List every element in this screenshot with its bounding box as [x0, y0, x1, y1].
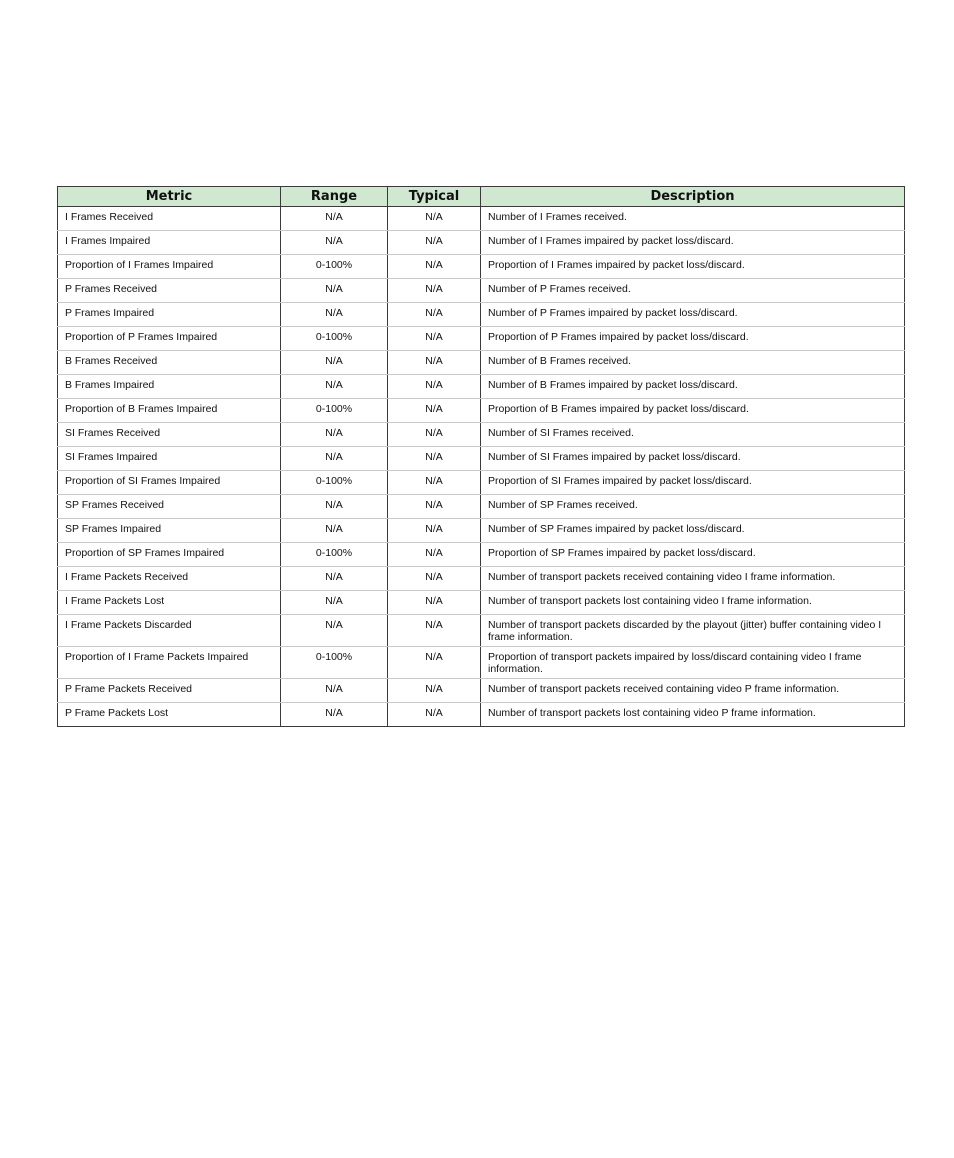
typical-cell: N/A — [388, 279, 481, 303]
metric-cell: SP Frames Received — [58, 495, 281, 519]
description-cell: Number of B Frames received. — [481, 351, 905, 375]
metric-cell: P Frame Packets Lost — [58, 703, 281, 727]
description-cell: Number of I Frames received. — [481, 207, 905, 231]
description-cell: Number of transport packets discarded by the playout (jitter) buffer containing video I frame information. — [481, 615, 905, 647]
table-row — [58, 471, 905, 495]
description-cell: Proportion of SP Frames impaired by packet loss/discard. — [481, 543, 905, 567]
table-row — [58, 519, 905, 543]
range-cell: 0-100% — [281, 327, 388, 351]
table-header-row — [58, 187, 905, 207]
range-cell: N/A — [281, 703, 388, 727]
typical-cell: N/A — [388, 591, 481, 615]
table-row — [58, 279, 905, 303]
table-row — [58, 375, 905, 399]
table-row — [58, 703, 905, 727]
metric-cell: Proportion of SI Frames Impaired — [58, 471, 281, 495]
description-cell: Number of transport packets lost containing video P frame information. — [481, 703, 905, 727]
typical-cell: N/A — [388, 703, 481, 727]
range-cell: N/A — [281, 567, 388, 591]
description-cell: Number of P Frames received. — [481, 279, 905, 303]
typical-cell: N/A — [388, 231, 481, 255]
metric-cell: Proportion of P Frames Impaired — [58, 327, 281, 351]
metric-cell: Proportion of B Frames Impaired — [58, 399, 281, 423]
table-row — [58, 495, 905, 519]
metric-cell: P Frame Packets Received — [58, 679, 281, 703]
typical-cell: N/A — [388, 423, 481, 447]
typical-cell: N/A — [388, 647, 481, 679]
range-cell: N/A — [281, 591, 388, 615]
range-cell: N/A — [281, 519, 388, 543]
table-row — [58, 447, 905, 471]
range-cell: 0-100% — [281, 543, 388, 567]
range-cell: N/A — [281, 279, 388, 303]
description-cell: Number of I Frames impaired by packet loss/discard. — [481, 231, 905, 255]
metric-cell: P Frames Received — [58, 279, 281, 303]
description-cell: Number of SI Frames impaired by packet loss/discard. — [481, 447, 905, 471]
metric-cell: I Frame Packets Received — [58, 567, 281, 591]
typical-cell: N/A — [388, 255, 481, 279]
range-cell: N/A — [281, 231, 388, 255]
description-cell: Proportion of B Frames impaired by packet loss/discard. — [481, 399, 905, 423]
range-cell: N/A — [281, 495, 388, 519]
range-cell: 0-100% — [281, 647, 388, 679]
range-cell: N/A — [281, 207, 388, 231]
typical-cell: N/A — [388, 471, 481, 495]
typical-cell: N/A — [388, 615, 481, 647]
header-typical: Typical — [388, 187, 481, 207]
header-metric: Metric — [58, 187, 281, 207]
description-cell: Number of transport packets received containing video P frame information. — [481, 679, 905, 703]
description-cell: Proportion of I Frames impaired by packet loss/discard. — [481, 255, 905, 279]
description-cell: Number of transport packets received containing video I frame information. — [481, 567, 905, 591]
typical-cell: N/A — [388, 519, 481, 543]
metric-cell: I Frames Impaired — [58, 231, 281, 255]
typical-cell: N/A — [388, 207, 481, 231]
description-cell: Proportion of transport packets impaired by loss/discard containing video I frame information. — [481, 647, 905, 679]
metric-cell: B Frames Impaired — [58, 375, 281, 399]
metric-cell: I Frames Received — [58, 207, 281, 231]
table-row — [58, 207, 905, 231]
typical-cell: N/A — [388, 375, 481, 399]
description-cell: Number of B Frames impaired by packet loss/discard. — [481, 375, 905, 399]
typical-cell: N/A — [388, 567, 481, 591]
metric-cell: SI Frames Received — [58, 423, 281, 447]
range-cell: N/A — [281, 423, 388, 447]
description-cell: Number of P Frames impaired by packet loss/discard. — [481, 303, 905, 327]
table-row — [58, 615, 905, 647]
description-cell: Number of SI Frames received. — [481, 423, 905, 447]
range-cell: N/A — [281, 303, 388, 327]
typical-cell: N/A — [388, 679, 481, 703]
table-row — [58, 567, 905, 591]
typical-cell: N/A — [388, 351, 481, 375]
metric-cell: Proportion of I Frame Packets Impaired — [58, 647, 281, 679]
range-cell: N/A — [281, 615, 388, 647]
typical-cell: N/A — [388, 303, 481, 327]
range-cell: N/A — [281, 679, 388, 703]
table-row — [58, 255, 905, 279]
metric-cell: SP Frames Impaired — [58, 519, 281, 543]
table-row — [58, 591, 905, 615]
table-row — [58, 231, 905, 255]
table-row — [58, 351, 905, 375]
typical-cell: N/A — [388, 543, 481, 567]
description-cell: Proportion of P Frames impaired by packet loss/discard. — [481, 327, 905, 351]
header-description: Description — [481, 187, 905, 207]
metric-cell: I Frame Packets Discarded — [58, 615, 281, 647]
typical-cell: N/A — [388, 447, 481, 471]
metric-cell: I Frame Packets Lost — [58, 591, 281, 615]
header-range: Range — [281, 187, 388, 207]
table-row — [58, 303, 905, 327]
metrics-table — [57, 186, 905, 727]
description-cell: Number of transport packets lost containing video I frame information. — [481, 591, 905, 615]
metric-cell: Proportion of I Frames Impaired — [58, 255, 281, 279]
range-cell: N/A — [281, 351, 388, 375]
table-row — [58, 647, 905, 679]
range-cell: 0-100% — [281, 255, 388, 279]
range-cell: 0-100% — [281, 399, 388, 423]
metric-cell: P Frames Impaired — [58, 303, 281, 327]
metric-cell: Proportion of SP Frames Impaired — [58, 543, 281, 567]
metric-cell: SI Frames Impaired — [58, 447, 281, 471]
table-row — [58, 423, 905, 447]
table-row — [58, 327, 905, 351]
range-cell: N/A — [281, 447, 388, 471]
table-row — [58, 543, 905, 567]
typical-cell: N/A — [388, 495, 481, 519]
range-cell: N/A — [281, 375, 388, 399]
description-cell: Number of SP Frames received. — [481, 495, 905, 519]
metric-cell: B Frames Received — [58, 351, 281, 375]
table-row — [58, 679, 905, 703]
typical-cell: N/A — [388, 399, 481, 423]
range-cell: 0-100% — [281, 471, 388, 495]
description-cell: Number of SP Frames impaired by packet loss/discard. — [481, 519, 905, 543]
table-row — [58, 399, 905, 423]
typical-cell: N/A — [388, 327, 481, 351]
description-cell: Proportion of SI Frames impaired by packet loss/discard. — [481, 471, 905, 495]
